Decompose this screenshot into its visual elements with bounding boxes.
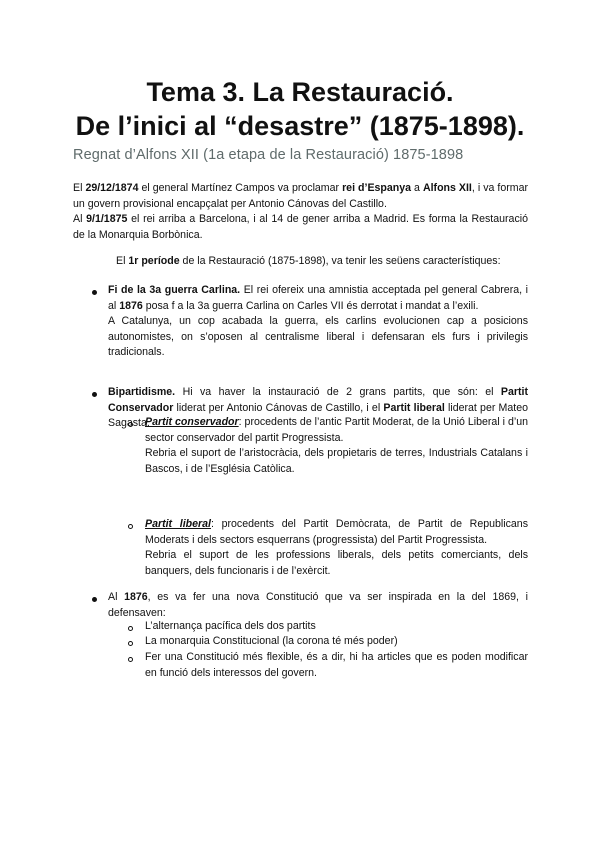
period-bold: 1r període: [128, 255, 180, 267]
sub-2-text-2: Rebria el suport de les professions liberals, dels petits comerciants, dels banquers, dels funcionaris i de l’exèrcit.: [145, 549, 528, 577]
constitution-item: Fer una Constitució més flexible, és a dir, hi ha articles que es poden modificar en funció dels interessos del govern.: [145, 651, 528, 679]
bullet-3-year: 1876: [124, 591, 148, 603]
bullet-3-text: , es va fer una nova Constitució que va ser inspirada en la del 1869, i defensaven:: [108, 591, 528, 619]
bullet-1-head: Fi de la 3a guerra Carlina.: [108, 284, 241, 296]
subtitle: Regnat d’Alfons XII (1a etapa de la Restauració) 1875-1898: [73, 147, 464, 163]
circle-bullet-icon: [128, 626, 133, 631]
bullet-1-year: 1876: [119, 299, 143, 312]
bullet-3-text: Al: [108, 591, 125, 603]
bullet-icon: [92, 290, 97, 295]
title-line-1: Tema 3. La Restauració.: [146, 77, 454, 107]
bullet-2-text: liderat per Mateo Sagasta.: [108, 401, 528, 429]
intro-bold: Alfons XII: [422, 182, 472, 194]
sub-2-text: : procedents del Partit Demòcrata, de Partit de Republicans Moderats i dels sectors esquerrans (progressista) del Partit Progressista.: [145, 518, 528, 546]
sub-1-text: : procedents de l’antic Partit Moderat, de la Unió Liberal i d’un sector conservador del partit Progressista.: [145, 416, 528, 444]
period-line: [116, 254, 536, 270]
partit-conservador-bold: Partit Conservador: [108, 386, 528, 414]
intro-date: 9/1/1875: [86, 213, 128, 225]
constitution-item: La monarquia Constitucional (la corona té més poder): [145, 635, 398, 647]
circle-bullet-icon: [128, 657, 133, 662]
constitution-item: L’alternança pacífica dels dos partits: [145, 620, 316, 632]
intro-paragraph: [73, 181, 528, 243]
period-text: El: [116, 255, 129, 267]
intro-text: el general Martínez Campos va proclamar: [138, 182, 343, 194]
bullet-2-text: liderat per Antonio Cánovas de Castillo, i el: [173, 401, 384, 414]
intro-text: el rei arriba a Barcelona, i al 14 de gener arriba a Madrid. Es forma la Restauració de la Monarquia Borbònica.: [73, 213, 528, 241]
sub-2-head: Partit liberal: [145, 518, 211, 530]
intro-text: , i va formar un govern provisional encapçalat per Antonio Cánovas del Castillo.: [73, 182, 528, 210]
circle-bullet-icon: [128, 641, 133, 646]
bullet-2-head: Bipartidisme.: [108, 386, 176, 398]
sub-item-liberal: [145, 517, 528, 579]
intro-bold: rei d’Espanya: [342, 182, 412, 194]
bullet-1-text-2: A Catalunya, un cop acabada la guerra, els carlins evolucionen cap a posicions autonomistes, on s’oposen al centralisme liberal i defensaran els furs i privilegis tradicionals.: [108, 315, 528, 358]
circle-bullet-icon: [128, 524, 133, 529]
partit-liberal-bold: Partit liberal: [383, 401, 445, 414]
bullet-2-text: Hi va haver la instauració de 2 grans partits, que són: el: [175, 386, 501, 398]
title-line-2: De l’inici al “desastre” (1875-1898).: [75, 111, 525, 141]
bullet-1: [108, 283, 528, 361]
sub-1-text-2: Rebria el suport de l’aristocràcia, dels propietaris de terres, Industrials Catalans i Bascos, i de l’Església Catòlica.: [145, 447, 528, 475]
sub-1-head: Partit conservador: [145, 416, 239, 428]
bullet-3: [108, 590, 528, 621]
bullet-icon: [92, 392, 97, 397]
circle-bullet-icon: [128, 422, 133, 427]
intro-text: Al: [73, 213, 87, 225]
intro-text: El: [73, 182, 86, 194]
sub-item-conservador: [145, 415, 528, 477]
bullet-icon: [92, 597, 97, 602]
period-text: de la Restauració (1875-1898), va tenir les seüens característiques:: [179, 255, 501, 267]
intro-date: 29/12/1874: [85, 182, 139, 194]
bullet-1-text: posa f a la 3a guerra Carlina on Carles VII és derrotat i mandat a l’exili.: [142, 299, 479, 312]
intro-text: a: [411, 182, 423, 194]
bullet-1-text: El rei ofereix una amnistia acceptada pel general Cabrera, i al: [108, 284, 528, 312]
